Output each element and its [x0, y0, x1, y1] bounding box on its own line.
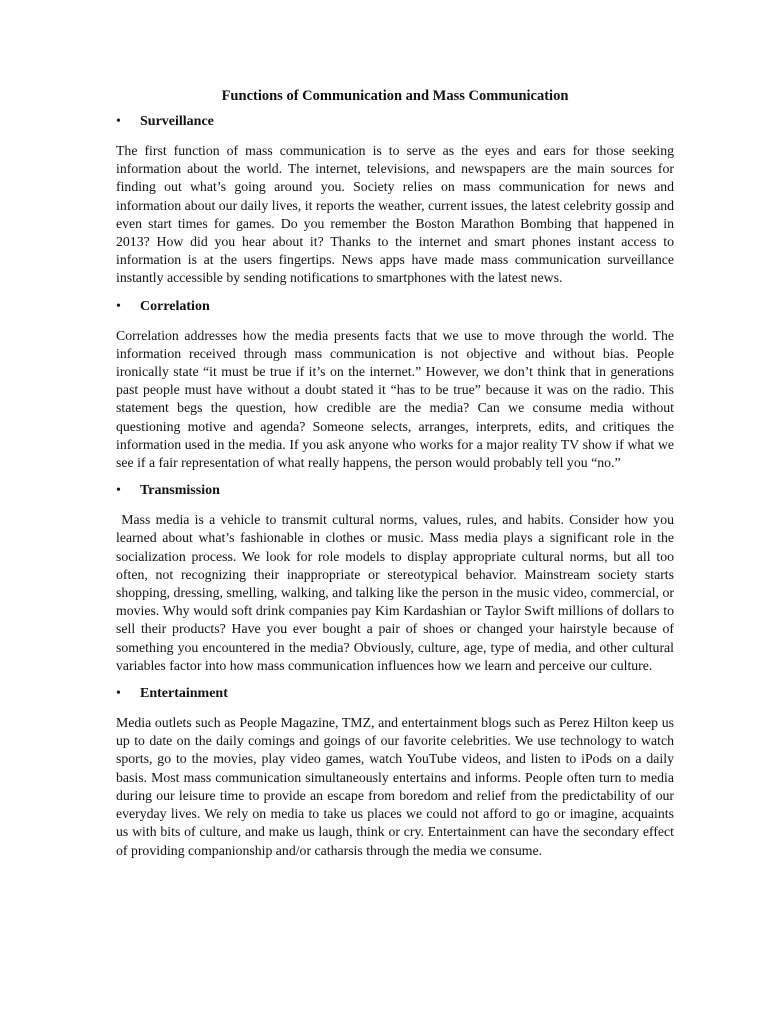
section-paragraph: Correlation addresses how the media presents facts that we use to move through the world. The information received through mass communication is not objective and without bias. People ironically state “it must be true if it’s on the internet.” However, we don’t think that in generations past people must have without a doubt stated it “has to be true” because it was on the radio. This statement begs the question, how credible are the media? Can we consume media without questioning motive and agenda? Someone selects, arranges, interprets, edits, and critiques the information used in the media. If you ask anyone who works for a major reality TV show if what we see if a fair representation of what really happens, the person would probably tell you “no.” [116, 327, 674, 471]
section-correlation [116, 297, 674, 473]
document-title: Functions of Communication and Mass Communication [221, 88, 569, 104]
section-paragraph: Media outlets such as People Magazine, TMZ, and entertainment blogs such as Perez Hilton keep us up to date on the daily comings and goings of our favorite celebrities. We use technology to watch sports, go to the movies, play video games, watch YouTube videos, and listen to iPods on a daily basis. Most mass communication simultaneously entertains and informs. People often turn to media during our leisure time to provide an escape from boredom and relief from the predictability of our everyday lives. We rely on media to take us places we could not afford to go or imagine, acquaints us with bits of culture, and make us laugh, think or cry. Entertainment can have the secondary effect of providing companionship and/or catharsis through the media we consume. [116, 715, 674, 858]
section-heading [116, 684, 674, 704]
section-heading-text: Transmission [140, 483, 220, 499]
section-paragraph: Mass media is a vehicle to transmit cultural norms, values, rules, and habits. Consider how you learned about what’s fashionable in clothes or music. Mass media plays a significant role in the socialization process. We look for role models to display appropriate cultural norms, but all too often, not recognizing their inappropriate or stereotypical behavior. Mainstream society starts shopping, dressing, smelling, walking, and talking like the person in the music video, commercial, or movies. Why would soft drink companies pay Kim Kardashian or Taylor Swift millions of dollars to sell their products? Have you ever bought a pair of shoes or changed your hairstyle because of something you encountered in the media? Obviously, culture, age, type of media, and other cultural variables factor into how mass communication influences how we learn and perceive our culture. [116, 512, 678, 673]
section-heading [116, 297, 674, 317]
section-heading-text: Entertainment [140, 686, 228, 702]
section-paragraph: The first function of mass communication is to serve as the eyes and ears for those seeking information about the world. The internet, televisions, and newspapers are the main sources for finding out what’s going around you. Society relies on mass communication for news and information about our daily lives, it reports the weather, current issues, the latest celebrity gossip and even start times for games. Do you remember the Boston Marathon Bombing that happened in 2013? How did you hear about it? Thanks to the internet and smart phones instant access to information is at the users fingertips. News apps have made mass communication surveillance instantly accessible by sending notifications to smartphones with the latest news. [116, 143, 674, 286]
bullet-icon: • [116, 686, 121, 702]
document-page [116, 86, 678, 869]
section-transmission [116, 481, 678, 675]
section-heading-text: Correlation [140, 298, 210, 314]
bullet-icon: • [116, 483, 121, 499]
bullet-icon: • [116, 114, 121, 129]
section-surveillance [116, 112, 674, 288]
section-heading [116, 112, 674, 132]
section-entertainment [116, 684, 674, 860]
bullet-icon: • [116, 298, 121, 314]
section-heading-text: Surveillance [140, 114, 214, 129]
section-heading [116, 481, 674, 501]
